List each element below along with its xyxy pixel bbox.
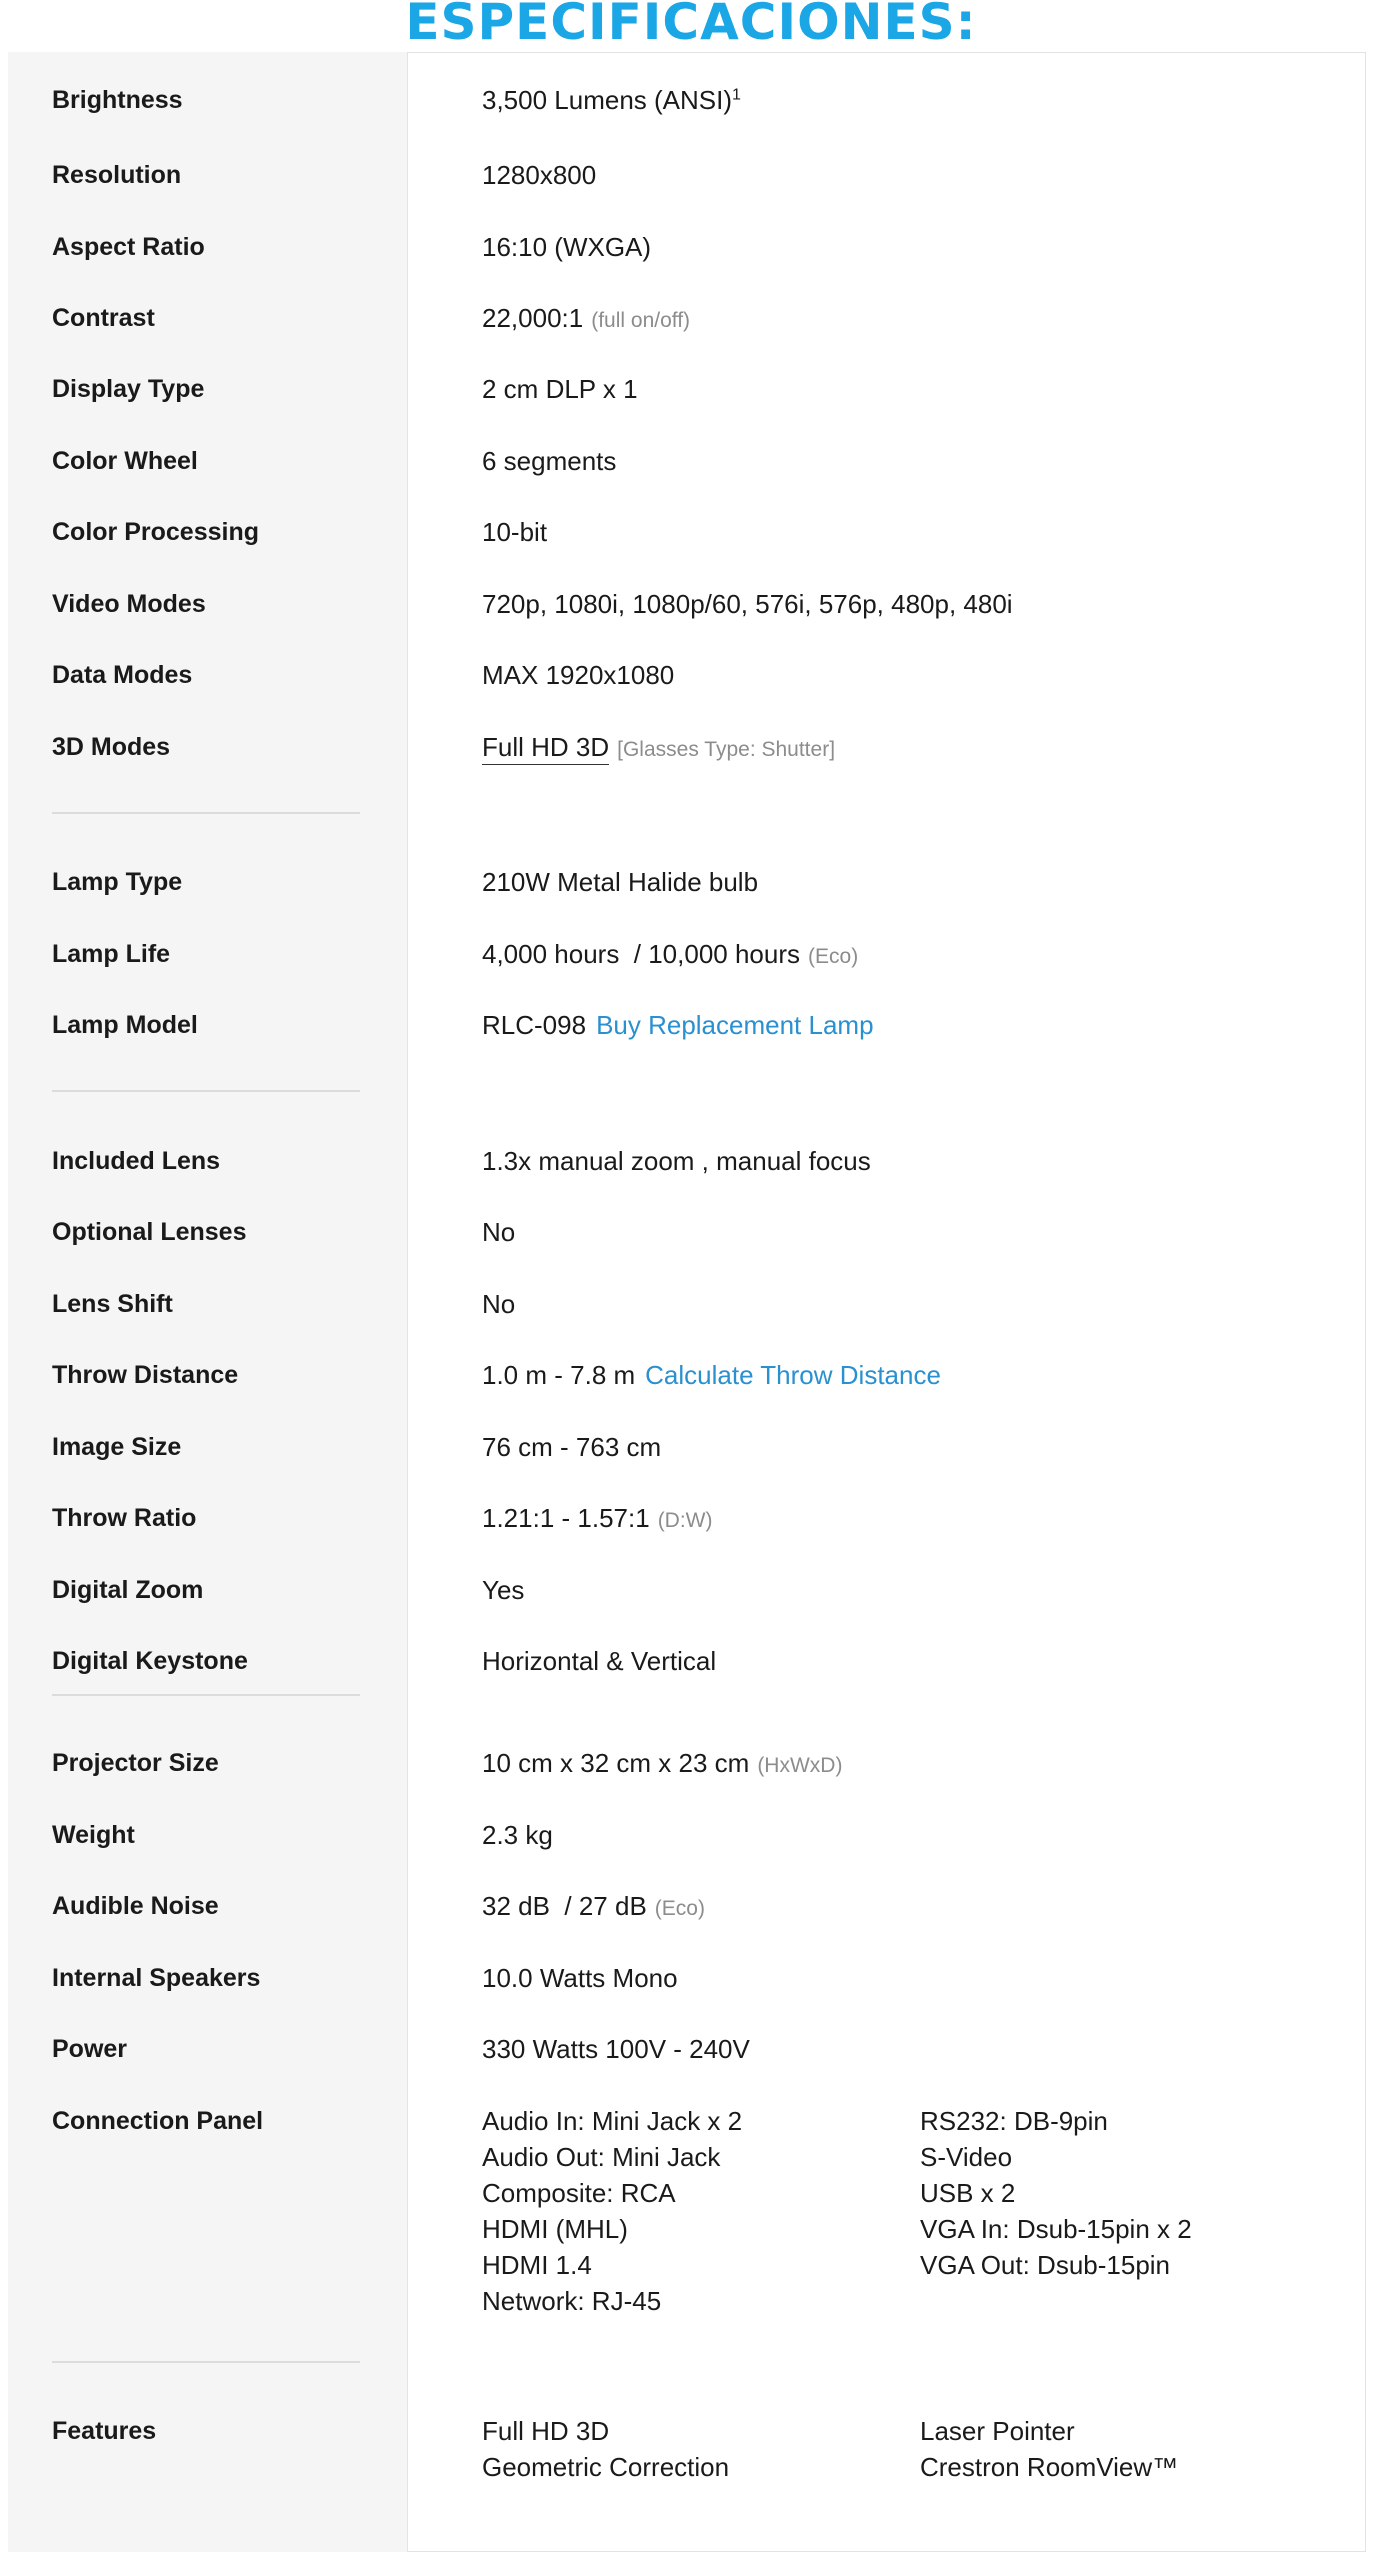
section-divider [52,1090,360,1092]
spec-row-throw-distance [0,1355,1382,1395]
spec-label: Contrast [52,304,155,332]
spec-label: Throw Ratio [52,1504,197,1532]
spec-value: 210W Metal Halide bulb [482,867,759,897]
list-item: Geometric Correction [482,2452,730,2482]
spec-label: Display Type [52,375,205,403]
spec-value [482,727,835,770]
spec-label: Lamp Model [52,1011,198,1039]
spec-value: 10.0 Watts Mono [482,1963,678,1993]
spec-value: 720p, 1080i, 1080p/60, 576i, 576p, 480p, 480i [482,589,1013,619]
spec-value: No [482,1217,516,1247]
spec-row-contrast [0,298,1382,338]
connection-panel-list-2 [920,2103,1192,2283]
throw-ratio-note: (D:W) [657,1509,713,1532]
list-item: Network: RJ-45 [482,2286,662,2316]
3d-modes-link[interactable]: Full HD 3D [482,732,609,765]
audible-noise-note: (Eco) [654,1897,705,1920]
spec-row-weight [0,1815,1382,1855]
list-item: RS232: DB-9pin [920,2106,1108,2136]
audible-noise-value: 32 dB / 27 dB [482,1891,647,1921]
spec-value [482,80,741,120]
spec-row-lamp-type [0,862,1382,902]
spec-value [482,1886,705,1929]
spec-label: Internal Speakers [52,1964,261,1992]
spec-value: MAX 1920x1080 [482,660,675,690]
spec-row-aspect-ratio [0,227,1382,267]
spec-label: Video Modes [52,590,206,618]
list-item: VGA In: Dsub-15pin x 2 [920,2214,1192,2244]
spec-label: 3D Modes [52,733,171,761]
spec-value [482,934,858,977]
spec-row-lamp-model [0,1005,1382,1045]
lamp-model-value: RLC-098 [482,1010,587,1040]
page-title: ESPECIFICACIONES: [405,0,977,44]
spec-label: Power [52,2035,128,2063]
spec-label: Color Processing [52,518,259,546]
spec-value: 10-bit [482,517,548,547]
section-divider [52,1694,360,1696]
spec-label: Color Wheel [52,447,198,475]
list-item: Full HD 3D [482,2416,610,2446]
spec-label: Image Size [52,1433,182,1461]
brightness-value: 3,500 Lumens (ANSI) [482,85,733,115]
spec-row-resolution [0,155,1382,195]
spec-label: Weight [52,1821,135,1849]
spec-row-brightness [0,80,1382,120]
spec-row-display-type [0,369,1382,409]
spec-value: No [482,1289,516,1319]
lamp-life-note: (Eco) [808,945,859,968]
list-item: Audio Out: Mini Jack [482,2142,721,2172]
throw-ratio-value: 1.21:1 - 1.57:1 [482,1503,650,1533]
spec-value [482,1005,874,1045]
spec-label: Resolution [52,161,182,189]
spec-label: Connection Panel [52,2107,264,2135]
spec-row-audible-noise [0,1886,1382,1926]
list-item: Composite: RCA [482,2178,676,2208]
spec-label: Included Lens [52,1147,221,1175]
spec-label: Projector Size [52,1749,219,1777]
connection-panel-list-1 [482,2103,742,2319]
spec-label: Features [52,2417,157,2445]
spec-value: 16:10 (WXGA) [482,232,652,262]
3d-modes-note: [Glasses Type: Shutter] [617,738,836,761]
spec-row-data-modes [0,655,1382,695]
spec-label: Brightness [52,86,183,114]
list-item: Laser Pointer [920,2416,1075,2446]
spec-row-digital-zoom [0,1570,1382,1610]
spec-value: 6 segments [482,446,617,476]
spec-value [482,1498,713,1541]
spec-label: Data Modes [52,661,193,689]
spec-value [482,1355,941,1395]
spec-label: Throw Distance [52,1361,239,1389]
spec-row-power [0,2029,1382,2069]
spec-label: Lens Shift [52,1290,173,1318]
projector-size-note: (HxWxD) [757,1754,843,1777]
spec-label: Digital Zoom [52,1576,204,1604]
spec-value: 76 cm - 763 cm [482,1432,662,1462]
list-item: USB x 2 [920,2178,1016,2208]
features-list-1 [482,2413,729,2485]
spec-row-included-lens [0,1141,1382,1181]
spec-label: Lamp Type [52,868,183,896]
contrast-note: (full on/off) [591,309,691,332]
section-divider [52,812,360,814]
footnote-marker: 1 [732,86,741,104]
spec-value [482,298,690,341]
lamp-life-value: 4,000 hours / 10,000 hours [482,939,801,969]
spec-value [482,1743,842,1786]
spec-row-features [0,2411,1382,2491]
spec-label: Digital Keystone [52,1647,248,1675]
spec-row-color-processing [0,512,1382,552]
spec-row-3d-modes [0,727,1382,767]
spec-value: 2.3 kg [482,1820,553,1850]
spec-row-throw-ratio [0,1498,1382,1538]
list-item: HDMI 1.4 [482,2250,592,2280]
spec-row-digital-keystone [0,1641,1382,1681]
spec-value: 1.3x manual zoom , manual focus [482,1146,871,1176]
spec-label: Lamp Life [52,940,171,968]
spec-label: Optional Lenses [52,1218,247,1246]
spec-row-optional-lenses [0,1212,1382,1252]
spec-row-connection-panel [0,2101,1382,2321]
spec-value: Horizontal & Vertical [482,1646,717,1676]
section-divider [52,2361,360,2363]
spec-value: Yes [482,1575,525,1605]
spec-row-color-wheel [0,441,1382,481]
contrast-value: 22,000:1 [482,303,584,333]
spec-label: Aspect Ratio [52,233,205,261]
list-item: VGA Out: Dsub-15pin [920,2250,1171,2280]
buy-replacement-lamp-link[interactable]: Buy Replacement Lamp [596,1010,874,1040]
list-item: HDMI (MHL) [482,2214,628,2244]
features-list-2 [920,2413,1178,2485]
spec-value: 2 cm DLP x 1 [482,374,638,404]
spec-value: 330 Watts 100V - 240V [482,2034,750,2064]
list-item: Crestron RoomView™ [920,2452,1179,2482]
spec-row-lens-shift [0,1284,1382,1324]
spec-value: 1280x800 [482,160,597,190]
spec-row-image-size [0,1427,1382,1467]
list-item: S-Video [920,2142,1013,2172]
calculate-throw-distance-link[interactable]: Calculate Throw Distance [645,1360,941,1390]
spec-label: Audible Noise [52,1892,219,1920]
throw-distance-value: 1.0 m - 7.8 m [482,1360,636,1390]
spec-row-internal-speakers [0,1958,1382,1998]
spec-row-projector-size [0,1743,1382,1783]
spec-row-lamp-life [0,934,1382,974]
list-item: Audio In: Mini Jack x 2 [482,2106,743,2136]
spec-row-video-modes [0,584,1382,624]
projector-size-value: 10 cm x 32 cm x 23 cm [482,1748,750,1778]
